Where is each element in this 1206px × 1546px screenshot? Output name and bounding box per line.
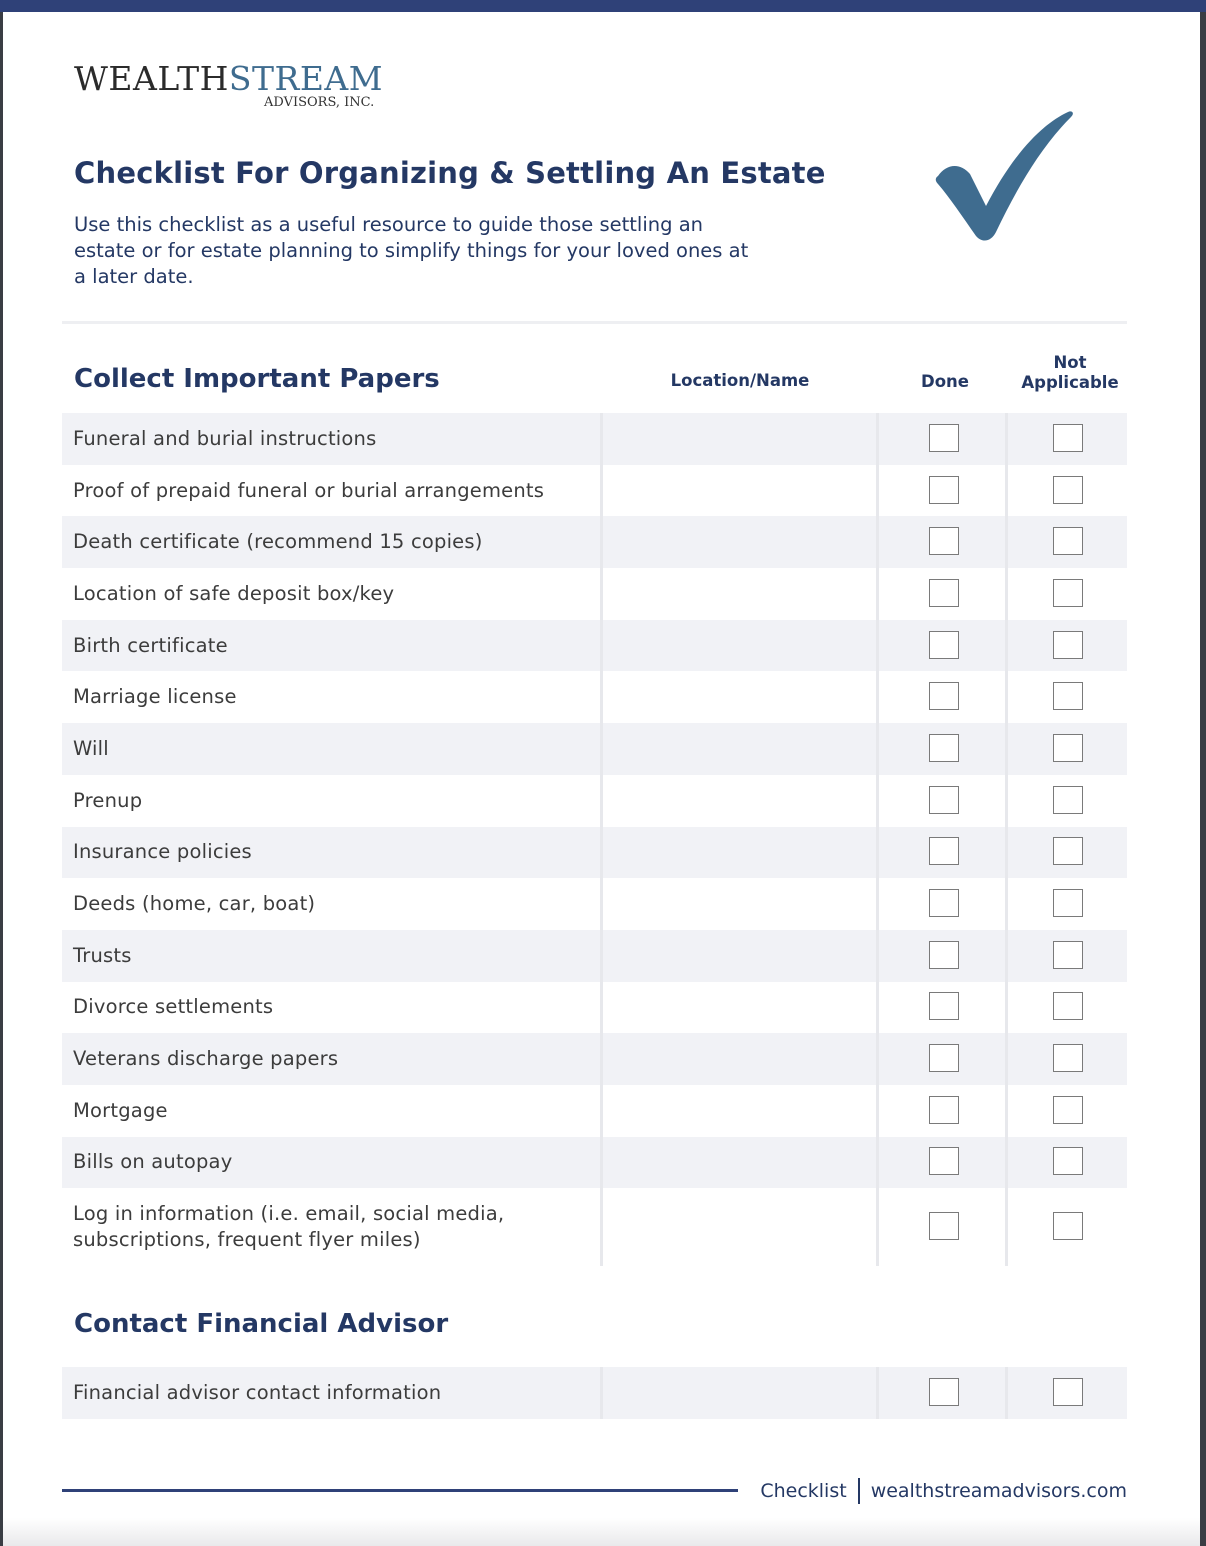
checklist-item-label: Deeds (home, car, boat) xyxy=(73,892,316,916)
not-applicable-checkbox[interactable] xyxy=(1053,1044,1083,1072)
done-checkbox[interactable] xyxy=(929,631,959,659)
checklist-row xyxy=(62,1033,1127,1085)
location-name-field[interactable] xyxy=(603,568,876,620)
column-divider xyxy=(1005,1367,1008,1419)
column-divider xyxy=(876,516,879,568)
column-divider xyxy=(876,878,879,930)
done-checkbox[interactable] xyxy=(929,992,959,1020)
column-divider xyxy=(876,827,879,879)
checklist-row xyxy=(62,982,1127,1034)
section-title-collect-papers: Collect Important Papers xyxy=(74,364,440,394)
column-divider xyxy=(1005,671,1008,723)
column-divider xyxy=(1005,1085,1008,1137)
done-checkbox[interactable] xyxy=(929,1044,959,1072)
location-name-field[interactable] xyxy=(603,1367,876,1419)
page-frame-left xyxy=(0,0,3,1546)
not-applicable-checkbox[interactable] xyxy=(1053,424,1083,452)
checklist-item-label: Divorce settlements xyxy=(73,995,274,1019)
column-divider xyxy=(1005,516,1008,568)
header-divider xyxy=(62,321,1127,324)
column-divider xyxy=(1005,568,1008,620)
column-divider xyxy=(1005,930,1008,982)
checklist-item-label: Prenup xyxy=(73,788,143,812)
not-applicable-checkbox[interactable] xyxy=(1053,1378,1083,1406)
column-divider xyxy=(1005,465,1008,517)
done-checkbox[interactable] xyxy=(929,837,959,865)
intro-text: Use this checklist as a useful resource to guide those settling an estate or for estate planning to simplify things for your loved ones at a later date. xyxy=(74,213,749,288)
checklist-item-label: Proof of prepaid funeral or burial arrangements xyxy=(73,478,545,502)
checklist-row xyxy=(62,1085,1127,1137)
checklist-row xyxy=(62,465,1127,517)
not-applicable-checkbox[interactable] xyxy=(1053,889,1083,917)
brand-name xyxy=(74,59,384,98)
checklist-item-label: Funeral and burial instructions xyxy=(73,426,377,450)
location-name-field[interactable] xyxy=(603,671,876,723)
checklist-row xyxy=(62,723,1127,775)
done-checkbox[interactable] xyxy=(929,1147,959,1175)
checklist-row xyxy=(62,827,1127,879)
footer-rule xyxy=(62,1489,738,1492)
not-applicable-checkbox[interactable] xyxy=(1053,941,1083,969)
brand-logo xyxy=(74,59,384,110)
location-name-field[interactable] xyxy=(603,723,876,775)
checklist-table-contact-advisor xyxy=(62,1367,1127,1419)
not-applicable-checkbox[interactable] xyxy=(1053,527,1083,555)
column-divider xyxy=(1005,723,1008,775)
column-divider xyxy=(1005,878,1008,930)
column-divider xyxy=(1005,775,1008,827)
page-title: Checklist For Organizing & Settling An Estate xyxy=(74,156,826,190)
column-header-not-applicable xyxy=(1005,353,1135,393)
checklist-row xyxy=(62,568,1127,620)
column-divider xyxy=(1005,413,1008,465)
brand-name-part1: WEALTH xyxy=(74,59,229,98)
page-frame-right xyxy=(1200,0,1206,1546)
column-divider xyxy=(1005,827,1008,879)
column-divider xyxy=(876,413,879,465)
column-header-not-applicable-line2: Applicable xyxy=(1021,373,1119,392)
column-divider xyxy=(876,1085,879,1137)
done-checkbox[interactable] xyxy=(929,527,959,555)
checklist-item-label: Location of safe deposit box/key xyxy=(73,581,395,605)
checkmark-icon xyxy=(930,108,1080,248)
location-name-field[interactable] xyxy=(603,982,876,1034)
column-header-done: Done xyxy=(921,372,969,391)
location-name-field[interactable] xyxy=(603,1137,876,1189)
not-applicable-checkbox[interactable] xyxy=(1053,579,1083,607)
column-header-location: Location/Name xyxy=(670,371,810,390)
location-name-field[interactable] xyxy=(603,1188,876,1266)
checklist-row xyxy=(62,930,1127,982)
not-applicable-checkbox[interactable] xyxy=(1053,992,1083,1020)
checklist-row xyxy=(62,878,1127,930)
not-applicable-checkbox[interactable] xyxy=(1053,837,1083,865)
checklist-item-label: Log in information (i.e. email, social media, subscriptions, frequent flyer miles) xyxy=(73,1202,505,1252)
top-accent-bar xyxy=(0,0,1206,12)
column-divider xyxy=(1005,620,1008,672)
column-divider xyxy=(876,775,879,827)
checklist-row xyxy=(62,620,1127,672)
location-name-field[interactable] xyxy=(603,827,876,879)
column-divider xyxy=(876,1137,879,1189)
checklist-row xyxy=(62,1188,1127,1266)
column-header-not-applicable-line1: Not xyxy=(1053,353,1087,372)
done-checkbox[interactable] xyxy=(929,682,959,710)
column-divider xyxy=(876,723,879,775)
done-checkbox[interactable] xyxy=(929,1096,959,1124)
column-divider xyxy=(1005,1137,1008,1189)
done-checkbox[interactable] xyxy=(929,424,959,452)
section-title-contact-advisor: Contact Financial Advisor xyxy=(74,1309,449,1339)
checklist-item-label: Will xyxy=(73,736,109,760)
location-name-field[interactable] xyxy=(603,775,876,827)
column-divider xyxy=(876,1033,879,1085)
footer-website-link[interactable]: wealthstreamadvisors.com xyxy=(870,1480,1127,1502)
not-applicable-checkbox[interactable] xyxy=(1053,734,1083,762)
column-divider xyxy=(1005,1188,1008,1266)
done-checkbox[interactable] xyxy=(929,1212,959,1240)
location-name-field[interactable] xyxy=(603,465,876,517)
checklist-row xyxy=(62,671,1127,723)
location-name-field[interactable] xyxy=(603,930,876,982)
checklist-item-label: Financial advisor contact information xyxy=(73,1380,442,1404)
location-name-field[interactable] xyxy=(603,620,876,672)
column-divider xyxy=(876,568,879,620)
brand-subtitle: ADVISORS, INC. xyxy=(264,95,375,110)
location-name-field[interactable] xyxy=(603,516,876,568)
checklist-item-label: Birth certificate xyxy=(73,633,228,657)
location-name-field[interactable] xyxy=(603,413,876,465)
location-name-field[interactable] xyxy=(603,1033,876,1085)
not-applicable-checkbox[interactable] xyxy=(1053,476,1083,504)
done-checkbox[interactable] xyxy=(929,579,959,607)
footer-separator xyxy=(858,1478,860,1504)
column-divider xyxy=(876,1188,879,1266)
column-divider xyxy=(876,930,879,982)
checklist-item-label: Insurance policies xyxy=(73,840,252,864)
column-divider xyxy=(876,982,879,1034)
checklist-row xyxy=(62,413,1127,465)
brand-name-part2: STREAM xyxy=(228,59,384,98)
column-divider xyxy=(876,620,879,672)
column-divider xyxy=(876,671,879,723)
done-checkbox[interactable] xyxy=(929,734,959,762)
checklist-row xyxy=(62,1137,1127,1189)
column-divider xyxy=(1005,982,1008,1034)
checklist-item-label: Bills on autopay xyxy=(73,1150,233,1174)
done-checkbox[interactable] xyxy=(929,786,959,814)
location-name-field[interactable] xyxy=(603,878,876,930)
not-applicable-checkbox[interactable] xyxy=(1053,1147,1083,1175)
checklist-item-label: Trusts xyxy=(73,943,132,967)
checklist-row xyxy=(62,1367,1127,1419)
checklist-table-collect-papers xyxy=(62,413,1127,1266)
column-divider xyxy=(876,465,879,517)
done-checkbox[interactable] xyxy=(929,941,959,969)
page-bottom-shade xyxy=(3,1518,1200,1546)
footer xyxy=(760,1478,1127,1504)
not-applicable-checkbox[interactable] xyxy=(1053,1212,1083,1240)
checklist-item-label: Veterans discharge papers xyxy=(73,1047,339,1071)
checklist-row xyxy=(62,516,1127,568)
done-checkbox[interactable] xyxy=(929,1378,959,1406)
checklist-item-label: Mortgage xyxy=(73,1098,168,1122)
location-name-field[interactable] xyxy=(603,1085,876,1137)
not-applicable-checkbox[interactable] xyxy=(1053,682,1083,710)
not-applicable-checkbox[interactable] xyxy=(1053,786,1083,814)
done-checkbox[interactable] xyxy=(929,476,959,504)
column-divider xyxy=(1005,1033,1008,1085)
checklist-item-label: Marriage license xyxy=(73,685,237,709)
footer-label: Checklist xyxy=(760,1480,847,1502)
not-applicable-checkbox[interactable] xyxy=(1053,1096,1083,1124)
column-divider xyxy=(876,1367,879,1419)
checklist-row xyxy=(62,775,1127,827)
checklist-item-label: Death certificate (recommend 15 copies) xyxy=(73,530,483,554)
done-checkbox[interactable] xyxy=(929,889,959,917)
not-applicable-checkbox[interactable] xyxy=(1053,631,1083,659)
